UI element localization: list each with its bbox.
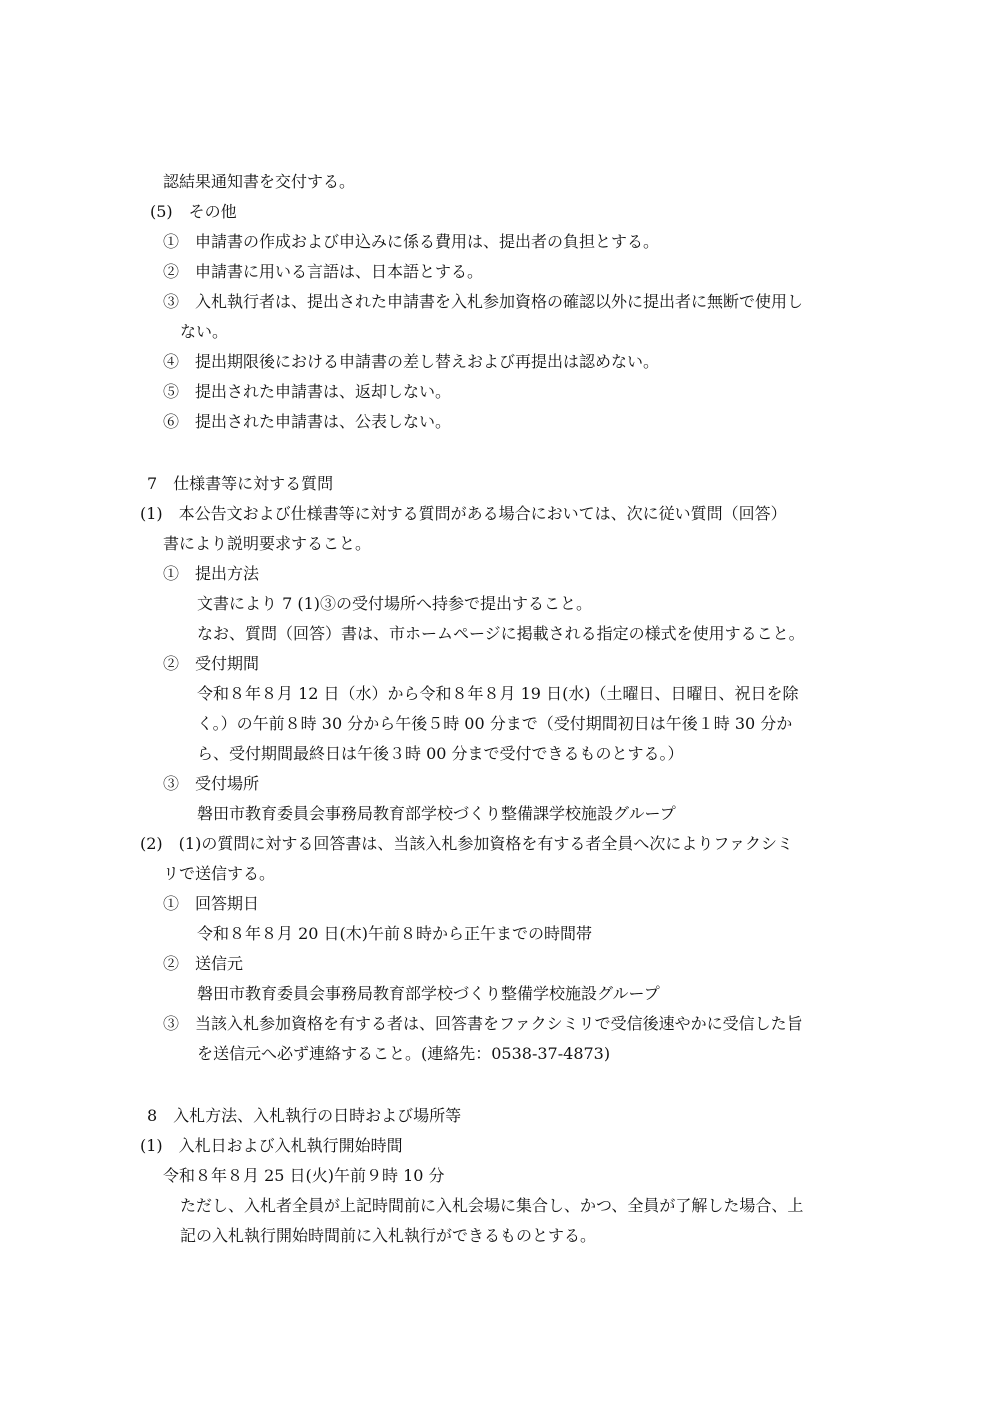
text-line: 書により説明要求すること。	[163, 534, 372, 553]
text-line: ない。	[180, 322, 229, 341]
text-line: 認結果通知書を交付する。	[163, 172, 356, 191]
list-item: ③ 入札執行者は、提出された申請書を入札参加資格の確認以外に提出者に無断で使用し	[163, 292, 804, 311]
section-heading: 8 入札方法、入札執行の日時および場所等	[147, 1106, 462, 1125]
paragraph-line: (1) 本公告文および仕様書等に対する質問がある場合においては、次に従い質問（回答）	[140, 504, 787, 523]
paragraph-line: (2) (1)の質問に対する回答書は、当該入札参加資格を有する者全員へ次によりファクシミ	[140, 834, 794, 853]
list-item: ② 受付期間	[163, 654, 260, 673]
list-item: ④ 提出期限後における申請書の差し替えおよび再提出は認めない。	[163, 352, 660, 371]
text-line: ら、受付期間最終日は午後３時 00 分まで受付できるものとする。）	[197, 744, 684, 763]
text-line: 文書により 7 (1)③の受付場所へ持参で提出すること。	[197, 594, 593, 613]
text-line: 記の入札執行開始時間前に入札執行ができるものとする。	[180, 1226, 597, 1245]
section-heading: (5) その他	[150, 202, 237, 221]
text-line: 磐田市教育委員会事務局教育部学校づくり整備学校施設グループ	[197, 984, 660, 1003]
list-item: ② 申請書に用いる言語は、日本語とする。	[163, 262, 484, 281]
text-line: 令和８年８月 20 日(木)午前８時から正午までの時間帯	[197, 924, 593, 943]
list-item: ③ 受付場所	[163, 774, 260, 793]
text-line: ただし、入札者全員が上記時間前に入札会場に集合し、かつ、全員が了解した場合、上	[180, 1196, 804, 1215]
list-item: ① 申請書の作成および申込みに係る費用は、提出者の負担とする。	[163, 232, 660, 251]
list-item: ⑥ 提出された申請書は、公表しない。	[163, 412, 452, 431]
text-line: 令和８年８月 25 日(火)午前９時 10 分	[163, 1166, 445, 1185]
text-line: 磐田市教育委員会事務局教育部学校づくり整備課学校施設グループ	[197, 804, 676, 823]
text-line: なお、質問（回答）書は、市ホームページに掲載される指定の様式を使用すること。	[197, 624, 805, 643]
text-line: リで送信する。	[163, 864, 276, 883]
text-line: を送信元へ必ず連絡すること。(連絡先：0538‐37‐4873)	[197, 1044, 611, 1063]
section-heading: 7 仕様書等に対する質問	[147, 474, 334, 493]
text-line: く。）の午前８時 30 分から午後５時 00 分まで（受付期間初日は午後１時 30 分か	[197, 714, 793, 733]
paragraph-line: (1) 入札日および入札執行開始時間	[140, 1136, 403, 1155]
text-line: 令和８年８月 12 日（水）から令和８年８月 19 日(水)（土曜日、日曜日、祝日を除	[197, 684, 799, 703]
list-item: ③ 当該入札参加資格を有する者は、回答書をファクシミリで受信後速やかに受信した旨	[163, 1014, 803, 1033]
list-item: ⑤ 提出された申請書は、返却しない。	[163, 382, 452, 401]
list-item: ② 送信元	[163, 954, 244, 973]
list-item: ① 提出方法	[163, 564, 260, 583]
list-item: ① 回答期日	[163, 894, 260, 913]
